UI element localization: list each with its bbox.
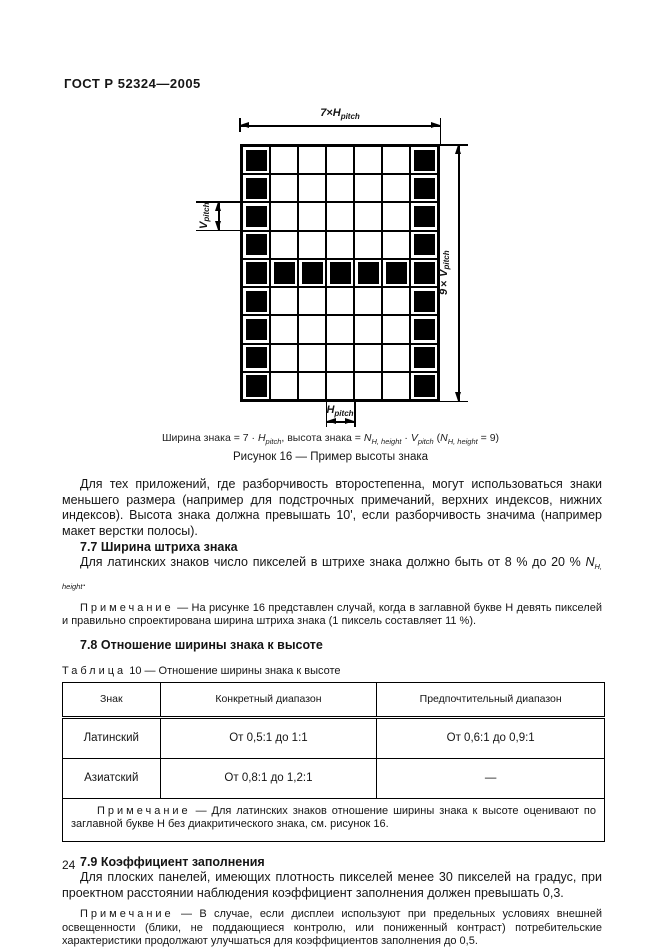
pixel-cell (410, 146, 438, 174)
pixel-cell (326, 372, 354, 400)
dimension-label-top: $7\times H_{pitch}$ (320, 107, 360, 121)
figure-caption: Рисунок 16 — Пример высоты знака (232, 451, 429, 463)
table-header-preferred-range: Предпочтительный диапазон (377, 682, 605, 717)
pixel-on (246, 375, 267, 396)
figure-formula: Ширина знака = $7 \cdot H_{pitch}$, высота знака = $N_{H, height} \cdot V_{pitch}$ $(N_{H, height} = 9)$ (161, 432, 500, 446)
pixel-cell (326, 231, 354, 259)
pixel-cell (270, 315, 298, 343)
paragraph-intro: Для тех приложений, где разборчивость второстепенна, могут использоваться знаки меньшего размера (например для подстрочных примечаний, верхних индексов, нижних индексов). Высота знака должна превышать 10', если разборчивость значима (например макет верстки полосы). (62, 477, 602, 538)
pixel-cell (382, 202, 410, 230)
pixel-on (414, 234, 435, 255)
pixel-on (302, 262, 323, 283)
pixel-cell (326, 259, 354, 287)
table-cell: Латинский (63, 717, 161, 758)
pixel-cell (354, 231, 382, 259)
pixel-cell (298, 174, 326, 202)
table-note: Примечание — Для латинских знаков отношение ширины знака к высоте оценивают по заглавной букве Н без диакритического знака, см. рисунок 16. (63, 798, 605, 841)
pixel-cell (410, 231, 438, 259)
pixel-cell (242, 372, 270, 400)
table-row (63, 717, 605, 758)
pixel-cell (242, 287, 270, 315)
table-header-specific-range: Конкретный диапазон (160, 682, 377, 717)
pixel-cell (298, 231, 326, 259)
pixel-cell (410, 174, 438, 202)
pixel-on (414, 206, 435, 227)
pixel-cell (270, 372, 298, 400)
pixel-cell (382, 174, 410, 202)
section-heading-7-8: 7.8 Отношение ширины знака к высоте (80, 637, 323, 652)
pixel-cell (326, 344, 354, 372)
pixel-on (246, 178, 267, 199)
pixel-cell (382, 344, 410, 372)
pixel-cell (298, 315, 326, 343)
pixel-cell (298, 146, 326, 174)
pixel-cell (270, 202, 298, 230)
table-cell: От 0,5:1 до 1:1 (160, 717, 377, 758)
arrowhead (327, 418, 336, 424)
arrowhead (215, 221, 221, 230)
pixel-cell (354, 174, 382, 202)
pixel-cell (326, 146, 354, 174)
table-cell: — (377, 758, 605, 798)
pixel-cell (242, 315, 270, 343)
pixel-cell (270, 344, 298, 372)
dimension-label-left: $V_{pitch}$ (198, 202, 211, 230)
paragraph-7-9: Для плоских панелей, имеющих плотность пикселей менее 30 пикселей на градус, при проектном расстоянии наблюдения коэффициент заполнения должен превышать 0,3. (62, 869, 602, 900)
pixel-on (246, 319, 267, 340)
pixel-cell (326, 202, 354, 230)
pixel-cell (326, 174, 354, 202)
pixel-cell (242, 146, 270, 174)
table-10 (62, 682, 605, 842)
section-heading-7-7: 7.7 Ширина штриха знака (80, 540, 238, 555)
pixel-cell (270, 174, 298, 202)
pixel-cell (298, 344, 326, 372)
pixel-cell (354, 259, 382, 287)
pixel-cell (326, 287, 354, 315)
dimension-label-bottom: $H_{pitch}$ (326, 404, 354, 418)
pixel-cell (270, 146, 298, 174)
pixel-cell (382, 259, 410, 287)
pixel-cell (354, 344, 382, 372)
dimension-line-right (458, 144, 460, 402)
pixel-cell (410, 287, 438, 315)
pixel-on (274, 262, 295, 283)
pixel-cell (270, 259, 298, 287)
pixel-grid-letter-H (240, 144, 440, 402)
pixel-cell (270, 231, 298, 259)
pixel-cell (410, 344, 438, 372)
pixel-cell (242, 344, 270, 372)
pixel-cell (410, 259, 438, 287)
pixel-cell (382, 146, 410, 174)
pixel-cell (382, 231, 410, 259)
dimension-label-right: $9\times V_{pitch}$ (438, 250, 451, 296)
table-cell: Азиатский (63, 758, 161, 798)
paragraph-7-7: Для латинских знаков число пикселей в штрихе знака должно быть от 8 % до 20 % $N_{H, height}$. (62, 555, 602, 591)
pixel-cell (410, 372, 438, 400)
pixel-cell (270, 287, 298, 315)
pixel-cell (354, 372, 382, 400)
figure-16 (0, 105, 661, 473)
pixel-on (414, 150, 435, 171)
pixel-cell (298, 287, 326, 315)
pixel-on (358, 262, 379, 283)
dimension-line-top (240, 125, 440, 127)
pixel-on (414, 178, 435, 199)
pixel-on (246, 206, 267, 227)
pixel-on (246, 234, 267, 255)
pixel-cell (242, 259, 270, 287)
pixel-on (386, 262, 407, 283)
arrowhead (240, 122, 249, 128)
pixel-cell (326, 315, 354, 343)
pixel-cell (354, 202, 382, 230)
pixel-on (414, 375, 435, 396)
pixel-cell (298, 202, 326, 230)
extension-line (440, 144, 468, 146)
table-header-znak: Знак (63, 682, 161, 717)
pixel-cell (298, 259, 326, 287)
table-body (63, 717, 605, 798)
pixel-cell (242, 174, 270, 202)
pixel-cell (298, 372, 326, 400)
pixel-cell (382, 315, 410, 343)
page-number: 24 (62, 858, 76, 872)
pixel-cell (354, 315, 382, 343)
table-cell: От 0,6:1 до 0,9:1 (377, 717, 605, 758)
note-7-9: Примечание — В случае, если дисплеи используют при предельных условиях внешней освещенности (блики, не поддающиеся контролю, или пониженный контраст) потребительские характеристики продолжают улучшаться для коэффициентов заполнения до 0,5. (62, 908, 602, 948)
note-7-7: Примечание — На рисунке 16 представлен случай, когда в заглавной букве Н девять пикселей и правильно спроектирована ширина штриха знака (1 пиксель составляет 11 %). (62, 601, 602, 628)
pixel-cell (354, 287, 382, 315)
pixel-cell (382, 287, 410, 315)
table-row (63, 758, 605, 798)
arrowhead (455, 392, 461, 401)
pixel-cell (242, 231, 270, 259)
pixel-on (246, 262, 267, 283)
pixel-on (414, 347, 435, 368)
table-title: Таблица 10 — Отношение ширины знака к высоте (62, 664, 341, 677)
table-note-row (63, 798, 605, 841)
arrowhead (345, 418, 354, 424)
pixel-cell (410, 202, 438, 230)
pixel-on (246, 291, 267, 312)
pixel-on (414, 262, 435, 283)
document-body (62, 477, 602, 949)
arrowhead (455, 145, 461, 154)
pixel-cell (410, 315, 438, 343)
pixel-on (246, 347, 267, 368)
pixel-on (414, 319, 435, 340)
section-heading-7-9: 7.9 Коэффициент заполнения (80, 854, 265, 869)
pixel-cell (382, 372, 410, 400)
arrowhead (431, 122, 440, 128)
pixel-on (414, 291, 435, 312)
arrowhead (215, 202, 221, 211)
table-cell: От 0,8:1 до 1,2:1 (160, 758, 377, 798)
pixel-cell (354, 146, 382, 174)
pixel-cell (242, 202, 270, 230)
extension-line (440, 401, 468, 403)
document-title: ГОСТ Р 52324—2005 (64, 76, 201, 91)
pixel-on (246, 150, 267, 171)
pixel-on (330, 262, 351, 283)
table-header (63, 682, 605, 717)
